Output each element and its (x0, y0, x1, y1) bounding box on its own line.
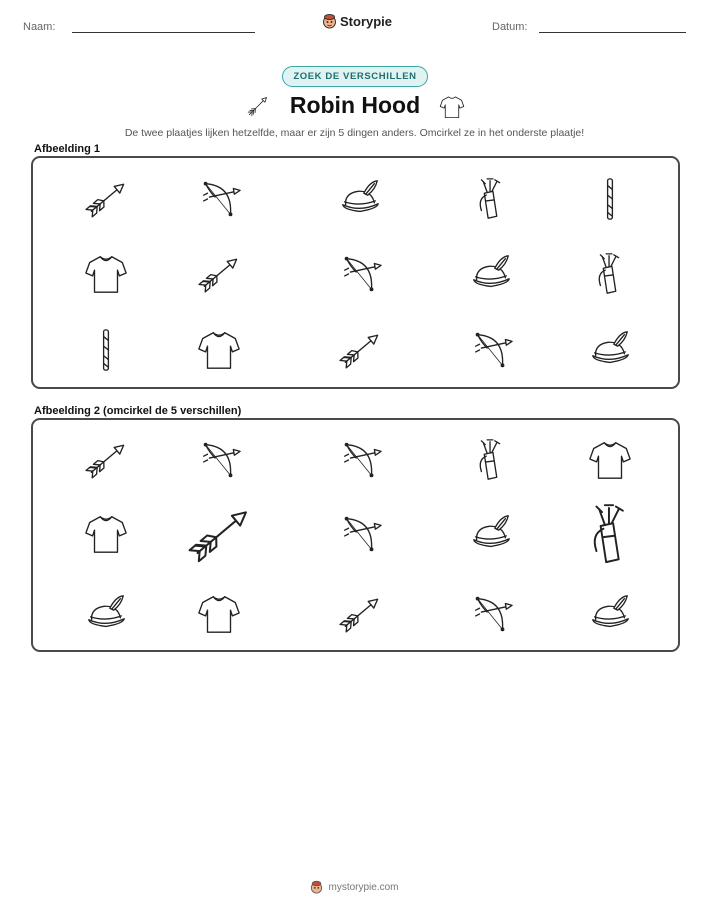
activity-badge: ZOEK DE VERSCHILLEN (282, 66, 428, 87)
tunic-icon (196, 591, 242, 637)
arrow-icon[interactable] (337, 591, 383, 637)
quiver-icon[interactable] (587, 251, 633, 297)
bow-icon[interactable] (337, 251, 383, 297)
hat-icon (587, 591, 633, 637)
arrow-icon[interactable] (185, 500, 254, 569)
arrow-icon[interactable] (83, 176, 129, 222)
bow-icon (468, 591, 514, 637)
brand-name: Storypie (340, 13, 393, 29)
tunic-icon[interactable] (83, 511, 129, 557)
quiver-icon[interactable] (468, 437, 514, 483)
date-line[interactable] (539, 32, 686, 33)
tunic-icon[interactable] (196, 591, 242, 637)
picture-1-label: Afbeelding 1 (34, 143, 101, 155)
staff-icon (587, 176, 633, 222)
arrow-icon (83, 176, 129, 222)
tunic-icon (83, 511, 129, 557)
tunic-icon (587, 437, 633, 483)
arrow-icon[interactable] (196, 251, 242, 297)
quiver-icon (577, 501, 644, 568)
bow-icon (196, 437, 242, 483)
arrow-icon (185, 500, 254, 569)
quiver-icon[interactable] (468, 176, 514, 222)
bow-icon[interactable] (196, 437, 242, 483)
staff-icon[interactable] (83, 327, 129, 373)
arrow-icon (83, 437, 129, 483)
picture-2-panel[interactable] (31, 418, 680, 652)
staff-icon (83, 327, 129, 373)
bow-icon[interactable] (337, 511, 383, 557)
arrow-icon[interactable] (337, 327, 383, 373)
hat-icon[interactable] (468, 251, 514, 297)
staff-icon[interactable] (587, 176, 633, 222)
arrow-icon[interactable] (83, 437, 129, 483)
picture-2-label: Afbeelding 2 (omcirkel de 5 verschillen) (34, 405, 242, 417)
arrow-icon (196, 251, 242, 297)
tunic-icon[interactable] (196, 327, 242, 373)
arrow-icon (337, 591, 383, 637)
hat-icon[interactable] (337, 176, 383, 222)
bow-icon[interactable] (468, 591, 514, 637)
tunic-icon[interactable] (587, 437, 633, 483)
picture-1-panel (31, 156, 680, 389)
bow-icon[interactable] (196, 176, 242, 222)
bow-icon[interactable] (337, 437, 383, 483)
bow-icon (337, 437, 383, 483)
footer (0, 880, 709, 894)
hat-icon[interactable] (468, 511, 514, 557)
tunic-icon (83, 251, 129, 297)
storypie-mascot-icon (322, 13, 337, 29)
hat-icon (337, 176, 383, 222)
quiver-icon (468, 176, 514, 222)
footer-url: mystorypie.com (328, 881, 399, 893)
hat-icon[interactable] (587, 327, 633, 373)
storypie-mascot-icon (310, 880, 323, 894)
quiver-icon[interactable] (577, 501, 644, 568)
brand-logo (322, 13, 392, 29)
hat-icon[interactable] (83, 591, 129, 637)
name-label: Naam: (23, 21, 56, 33)
arrow-icon (337, 327, 383, 373)
bow-icon[interactable] (468, 327, 514, 373)
bow-icon (196, 176, 242, 222)
instructions: De twee plaatjes lijken hetzelfde, maar er zijn 5 dingen anders. Omcirkel ze in het onderste plaatje! (124, 127, 585, 139)
tunic-icon (438, 92, 466, 122)
quiver-icon (587, 251, 633, 297)
tunic-icon (196, 327, 242, 373)
hat-icon (587, 327, 633, 373)
hat-icon (83, 591, 129, 637)
date-label: Datum: (492, 21, 528, 33)
bow-icon (337, 511, 383, 557)
hat-icon[interactable] (587, 591, 633, 637)
hat-icon (468, 251, 514, 297)
tunic-icon[interactable] (83, 251, 129, 297)
page-title: Robin Hood (289, 92, 421, 118)
hat-icon (468, 511, 514, 557)
name-line[interactable] (72, 32, 255, 33)
bow-icon (468, 327, 514, 373)
bow-icon (337, 251, 383, 297)
quiver-icon (468, 437, 514, 483)
